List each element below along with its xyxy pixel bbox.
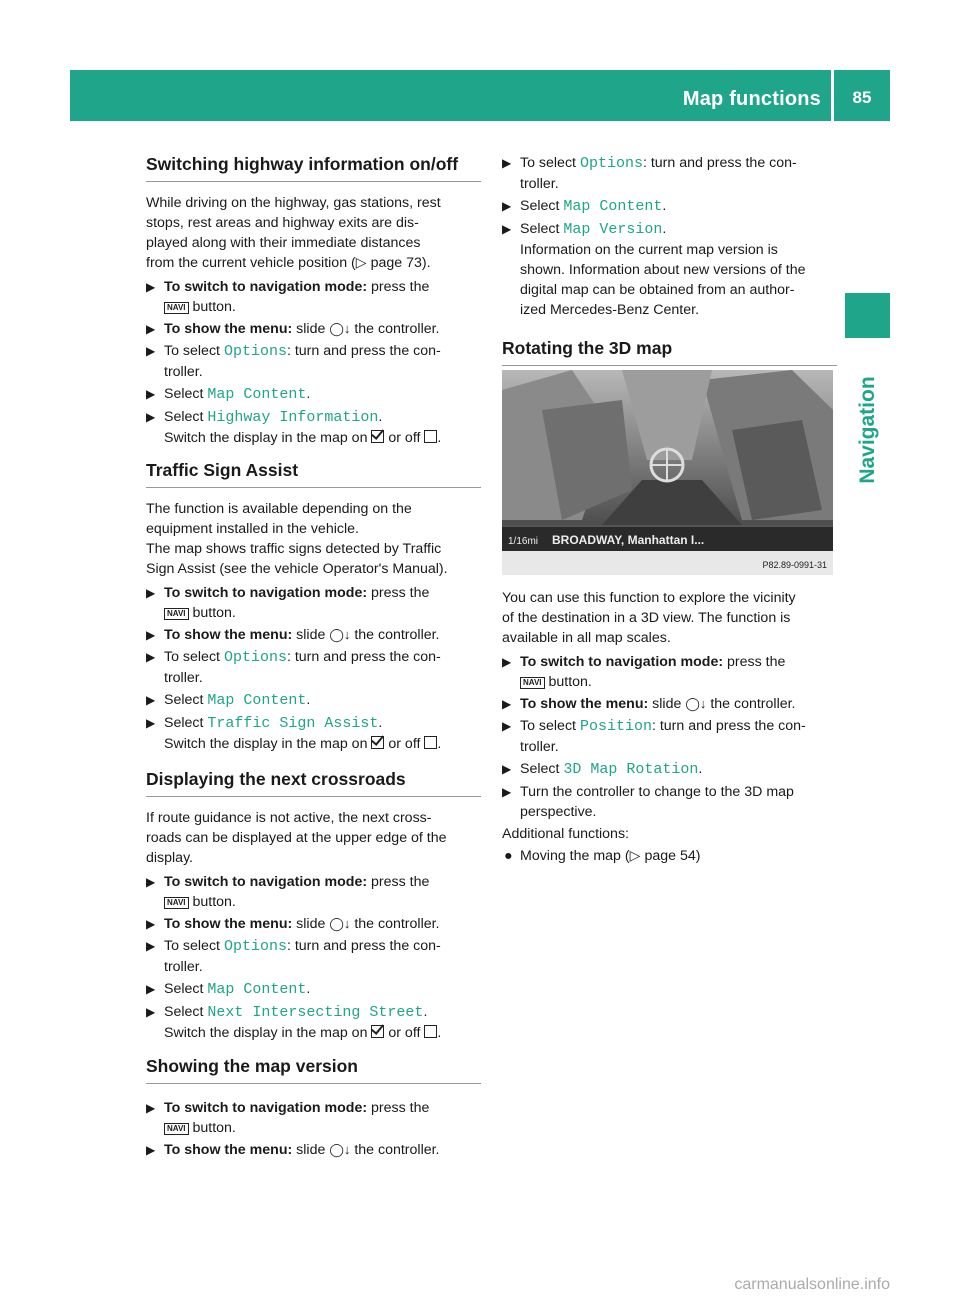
intro-line: If route guidance is not active, the next cross- xyxy=(146,810,432,826)
map-version-continued xyxy=(502,153,837,320)
section-heading: Rotating the 3D map xyxy=(502,337,837,366)
arrow-icon: ▶ xyxy=(502,697,512,711)
navi-button-icon: NAVI xyxy=(164,302,189,314)
step-select-map-content: ▶ Select Map Content. xyxy=(502,198,667,215)
arrow-icon: ▶ xyxy=(502,719,512,733)
step-show-menu: ▶ To show the menu: slide ◯↓ the controller. xyxy=(502,696,796,712)
checkbox-empty-icon xyxy=(424,430,437,443)
step-nav-mode: ▶ To switch to navigation mode: press the NAVI button. xyxy=(146,1100,430,1136)
step-nav-mode: ▶ To switch to navigation mode: press the NAVI button. xyxy=(146,585,430,621)
section-highway-info xyxy=(146,153,481,448)
intro-line: The map shows traffic signs detected by Traffic xyxy=(146,541,442,557)
map-scale: 1/16mi xyxy=(508,536,539,547)
bullet-item: ● Moving the map (▷ page 54) xyxy=(504,848,701,864)
step-select-map-content: ▶ Select Map Content. xyxy=(146,981,311,998)
section-rotate-3d xyxy=(502,337,837,366)
checkbox-checked-icon xyxy=(371,430,384,443)
section-title-text: Map functions xyxy=(682,88,821,110)
controller-slide-icon: ◯↓ xyxy=(329,916,351,931)
arrow-icon: ▶ xyxy=(502,199,512,213)
intro-line: available in all map scales. xyxy=(502,630,671,646)
step-show-menu: ▶ To show the menu: slide ◯↓ the controller. xyxy=(146,627,440,643)
step-show-menu: ▶ To show the menu: slide ◯↓ the controller. xyxy=(146,1142,440,1158)
bullet-icon: ● xyxy=(504,848,513,864)
arrow-icon: ▶ xyxy=(146,628,156,642)
step-select-options: ▶ To select Options: turn and press the con- troller. xyxy=(146,649,441,686)
section-traffic-sign xyxy=(146,459,481,754)
checkbox-checked-icon xyxy=(371,1025,384,1038)
step-select-map-content: ▶ Select Map Content. xyxy=(146,386,311,403)
step-select-options: ▶ To select Options: turn and press the con- troller. xyxy=(146,938,441,975)
step-select-options: ▶ To select Options: turn and press the con- troller. xyxy=(146,343,441,380)
controller-slide-icon: ◯↓ xyxy=(329,627,351,642)
navi-button-icon: NAVI xyxy=(164,1123,189,1135)
navi-button-icon: NAVI xyxy=(520,677,545,689)
side-tab-label: Navigation xyxy=(855,376,879,484)
step-nav-mode: ▶ To switch to navigation mode: press the NAVI button. xyxy=(146,279,430,315)
intro-line: roads can be displayed at the upper edge of the xyxy=(146,830,447,846)
page-number: 85 xyxy=(852,88,872,107)
arrow-icon: ▶ xyxy=(146,693,156,707)
arrow-icon: ▶ xyxy=(146,650,156,664)
arrow-icon: ▶ xyxy=(146,1101,156,1115)
section-heading: Traffic Sign Assist xyxy=(146,459,481,488)
side-marker xyxy=(845,293,890,338)
arrow-icon: ▶ xyxy=(146,1143,156,1157)
step-nav-mode: ▶ To switch to navigation mode: press the NAVI button. xyxy=(502,654,786,690)
arrow-icon: ▶ xyxy=(502,785,512,799)
side-tab xyxy=(845,360,890,500)
intro-line: display. xyxy=(146,850,194,866)
section-next-crossroads xyxy=(146,768,481,1043)
image-reference: P82.89-0991-31 xyxy=(762,560,827,570)
checkbox-empty-icon xyxy=(424,736,437,749)
step-select-item: ▶ Select Highway Information. Switch the display in the map on or off . xyxy=(146,409,442,446)
additional-functions: Additional functions: xyxy=(502,826,629,842)
step-select-item: ▶ Select Next Intersecting Street. Switch the display in the map on or off . xyxy=(146,1004,442,1041)
navi-button-icon: NAVI xyxy=(164,608,189,620)
section-heading: Switching highway information on/off xyxy=(146,153,481,182)
section-map-version xyxy=(146,1055,481,1160)
map-3d-image xyxy=(502,370,833,575)
arrow-icon: ▶ xyxy=(502,222,512,236)
intro-line: from the current vehicle position (▷ page 73). xyxy=(146,255,431,271)
step-select-3d-rotation: ▶ Select 3D Map Rotation. xyxy=(502,761,703,778)
arrow-icon: ▶ xyxy=(146,875,156,889)
arrow-icon: ▶ xyxy=(146,939,156,953)
arrow-icon: ▶ xyxy=(502,762,512,776)
step-show-menu: ▶ To show the menu: slide ◯↓ the controller. xyxy=(146,321,440,337)
arrow-icon: ▶ xyxy=(146,410,156,424)
step-turn-controller: ▶ Turn the controller to change to the 3D map perspective. xyxy=(502,784,794,820)
intro-line: equipment installed in the vehicle. xyxy=(146,521,359,537)
arrow-icon: ▶ xyxy=(502,156,512,170)
step-select-options: ▶ To select Options: turn and press the con- troller. xyxy=(502,155,797,192)
rotate-3d-body xyxy=(502,588,837,866)
arrow-icon: ▶ xyxy=(146,280,156,294)
intro-line: While driving on the highway, gas stations, rest xyxy=(146,195,441,211)
section-heading: Displaying the next crossroads xyxy=(146,768,481,797)
controller-slide-icon: ◯↓ xyxy=(685,696,707,711)
arrow-icon: ▶ xyxy=(502,655,512,669)
intro-line: of the destination in a 3D view. The function is xyxy=(502,610,791,626)
footer-watermark: carmanualsonline.info xyxy=(734,1276,890,1293)
step-select-position: ▶ To select Position: turn and press the con- troller. xyxy=(502,718,806,755)
arrow-icon: ▶ xyxy=(146,982,156,996)
intro-line: played along with their immediate distances xyxy=(146,235,421,251)
arrow-icon: ▶ xyxy=(146,344,156,358)
arrow-icon: ▶ xyxy=(146,1005,156,1019)
arrow-icon: ▶ xyxy=(146,917,156,931)
intro-line: Sign Assist (see the vehicle Operator's Manual). xyxy=(146,561,448,577)
arrow-icon: ▶ xyxy=(146,716,156,730)
checkbox-checked-icon xyxy=(371,736,384,749)
step-select-map-version: ▶ Select Map Version. Information on the current map version is shown. Information about new versions of the digital map can be obtained from an author- ized Mercedes-Benz Center. xyxy=(502,221,806,318)
arrow-icon: ▶ xyxy=(146,322,156,336)
checkbox-empty-icon xyxy=(424,1025,437,1038)
controller-slide-icon: ◯↓ xyxy=(329,1142,351,1157)
arrow-icon: ▶ xyxy=(146,387,156,401)
step-select-item: ▶ Select Traffic Sign Assist. Switch the display in the map on or off . xyxy=(146,715,442,752)
step-select-map-content: ▶ Select Map Content. xyxy=(146,692,311,709)
intro-line: The function is available depending on the xyxy=(146,501,412,517)
intro-line: You can use this function to explore the vicinity xyxy=(502,590,796,606)
step-show-menu: ▶ To show the menu: slide ◯↓ the controller. xyxy=(146,916,440,932)
map-street-name: BROADWAY, Manhattan I... xyxy=(552,533,705,547)
step-nav-mode: ▶ To switch to navigation mode: press the NAVI button. xyxy=(146,874,430,910)
controller-slide-icon: ◯↓ xyxy=(329,321,351,336)
arrow-icon: ▶ xyxy=(146,586,156,600)
navi-button-icon: NAVI xyxy=(164,897,189,909)
section-heading: Showing the map version xyxy=(146,1055,481,1084)
intro-line: stops, rest areas and highway exits are dis- xyxy=(146,215,419,231)
